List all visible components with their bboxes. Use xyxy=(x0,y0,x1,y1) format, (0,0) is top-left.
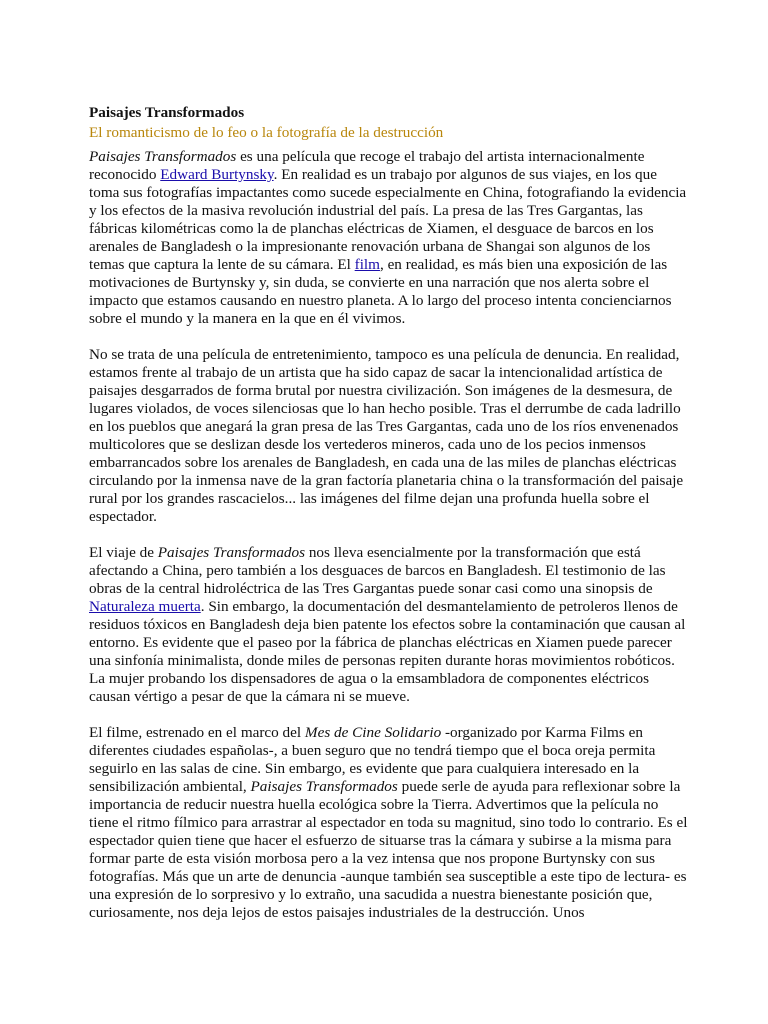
paragraph-text: . Sin embargo, la documentación del desmantelamiento de petroleros llenos de residuos tóxicos en Bangladesh deja bien patente los efectos sobre la contaminación que causan al entorno. Es evidente que el paseo por la fábrica de planchas eléctricas en Xiamen puede parecer una sinfonía minimalista, donde miles de personas repiten durante horas movimientos robóticos. La mujer probando los dispensadores de agua o la emsambladora de componentes eléctricos causan vértigo a pesar de que la cámara ni se mueve. xyxy=(89,598,686,705)
article-subtitle: El romanticismo de lo feo o la fotografía de la destrucción xyxy=(89,124,444,141)
article xyxy=(89,104,689,940)
film-link[interactable]: film xyxy=(354,256,380,273)
edward-burtynsky-link[interactable]: Edward Burtynsky xyxy=(160,166,274,183)
paragraph-text: . En realidad es un trabajo por algunos de sus viajes, en los que toma sus fotografías impactantes como sucede especialmente en China, fotografiando la evidencia y los efectos de la masiva revolución industrial del país. La presa de las Tres Gargantas, las fábricas kilométricas como la de planchas eléctricas de Xiamen, el desguace de barcos en los arenales de Bangladesh o la impresionante renovación urbana de Shangai son algunos de los temas que captura la lente de su cámara. El xyxy=(89,166,687,273)
paragraph-text: puede serle de ayuda para reflexionar sobre la importancia de reducir nuestra huella ecológica sobre la Tierra. Advertimos que la película no tiene el ritmo fílmico para arrastrar al espectador en toda su magnitud, sino todo lo contrario. Es el espectador quien tiene que hacer el esfuerzo de situarse tras la cámara y subirse a la misma para formar parte de esta visión morbosa pero a la vez intensa que nos propone Burtynsky con sus fotografías. Más que un arte de denuncia -aunque también sea susceptible a este tipo de lectura- es una expresión de lo sorpresivo y lo extraño, una sacudida a nuestra bienestante posición que, curiosamente, nos deja lejos de estos paisajes industriales de la destrucción. Unos xyxy=(89,778,688,921)
paragraph-4 xyxy=(89,724,689,922)
paragraph-text: es una película que recoge el trabajo del artista internacionalmente reconocido xyxy=(89,148,645,183)
article-title: Paisajes Transformados xyxy=(89,104,245,121)
film-title-emphasis: Paisajes Transformados xyxy=(89,148,237,165)
paragraph-text: , en realidad, es más bien una exposición de las motivaciones de Burtynsky y, sin duda, se convierte en una narración que nos alerta sobre el impacto que estamos causando en nuestro planeta. A lo largo del proceso intenta concienciarnos sobre el mundo y la manera en la que en él vivimos. xyxy=(89,256,672,327)
film-title-emphasis: Paisajes Transformados xyxy=(157,544,306,561)
paragraph-2: No se trata de una película de entretenimiento, tampoco es una película de denuncia. En realidad, estamos frente al trabajo de un artista que ha sido capaz de sacar la intencionalidad artística de paisajes desgarrados de forma brutal por nuestra civilización. Son imágenes de la desmesura, de lugares violados, de voces silenciosas que lo han hecho posible. Tras el derrumbe de cada ladrillo en los pueblos que anegará la gran presa de las Tres Gargantas, cada uno de los ríos envenenados multicolores que se deslizan desde los vertederos mineros, cada uno de los pecios inmensos embarrancados sobre los arenales de Bangladesh, en cada una de las miles de planchas eléctricas circulando por la inmensa nave de la gran factoría planetaria china o la transformación del paisaje rural por los grandes rascacielos... las imágenes del filme dejan una profunda huella sobre el espectador. xyxy=(89,346,684,525)
event-title-emphasis: Mes de Cine Solidario xyxy=(304,724,442,741)
naturaleza-muerta-link[interactable]: Naturaleza muerta xyxy=(89,598,201,615)
paragraph-text: -organizado por Karma Films en diferentes ciudades españolas-, a buen seguro que no tendrá tiempo que el boca oreja permita seguirlo en las salas de cine. Sin embargo, es evidente que para cualquiera interesado en la sensibilización ambiental, xyxy=(89,724,656,795)
paragraph-text: El filme, estrenado en el marco del xyxy=(89,724,305,741)
paragraph-1 xyxy=(89,148,689,328)
film-title-emphasis: Paisajes Transformados xyxy=(250,778,398,795)
paragraph-text: nos lleva esencialmente por la transformación que está afectando a China, pero también a los desguaces de barcos en Bangladesh. El testimonio de las obras de la central hidroléctrica de las Tres Gargantas puede sonar casi como una sinopsis de xyxy=(89,544,666,597)
paragraph-3 xyxy=(89,544,689,706)
paragraph-text: El viaje de xyxy=(89,544,158,561)
